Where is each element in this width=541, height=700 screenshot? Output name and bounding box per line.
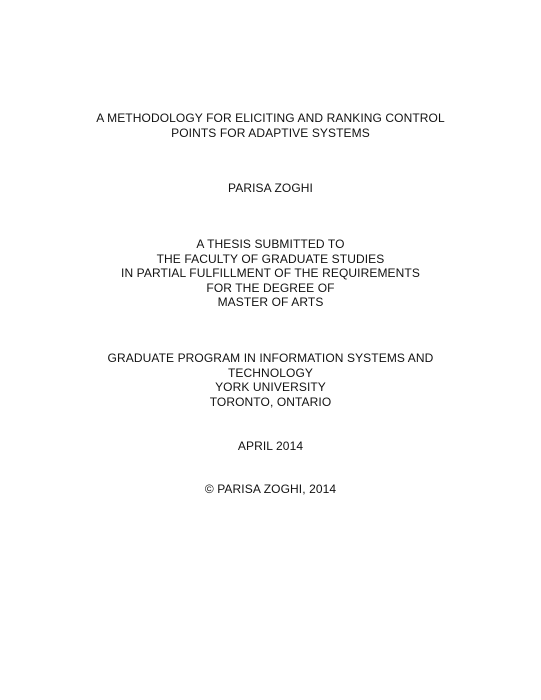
submission-date [0,439,541,454]
program-line: TORONTO, ONTARIO [209,394,332,409]
submission-line: A THESIS SUBMITTED TO [196,237,345,251]
copyright-text: © PARISA ZOGHI, 2014 [204,482,337,496]
thesis-title-line: A METHODOLOGY FOR ELICITING AND RANKING CONTROL [96,111,445,125]
copyright-notice [0,482,541,497]
submission-line: THE FACULTY OF GRADUATE STUDIES [156,251,385,266]
program-line: GRADUATE PROGRAM IN INFORMATION SYSTEMS AND [107,351,434,365]
thesis-title-line: POINTS FOR ADAPTIVE SYSTEMS [171,125,370,140]
submission-line: FOR THE DEGREE OF [206,280,335,295]
submission-date-text: APRIL 2014 [237,439,304,453]
submission-statement [0,237,541,310]
submission-line: MASTER OF ARTS [217,295,324,309]
program-line: TECHNOLOGY [227,365,313,380]
thesis-title [0,111,541,140]
program-line: YORK UNIVERSITY [215,380,326,394]
program-affiliation [0,351,541,409]
author-name-text: PARISA ZOGHI [228,181,313,195]
author-name [0,181,541,196]
submission-line: IN PARTIAL FULFILLMENT OF THE REQUIREMENTS [121,266,420,280]
